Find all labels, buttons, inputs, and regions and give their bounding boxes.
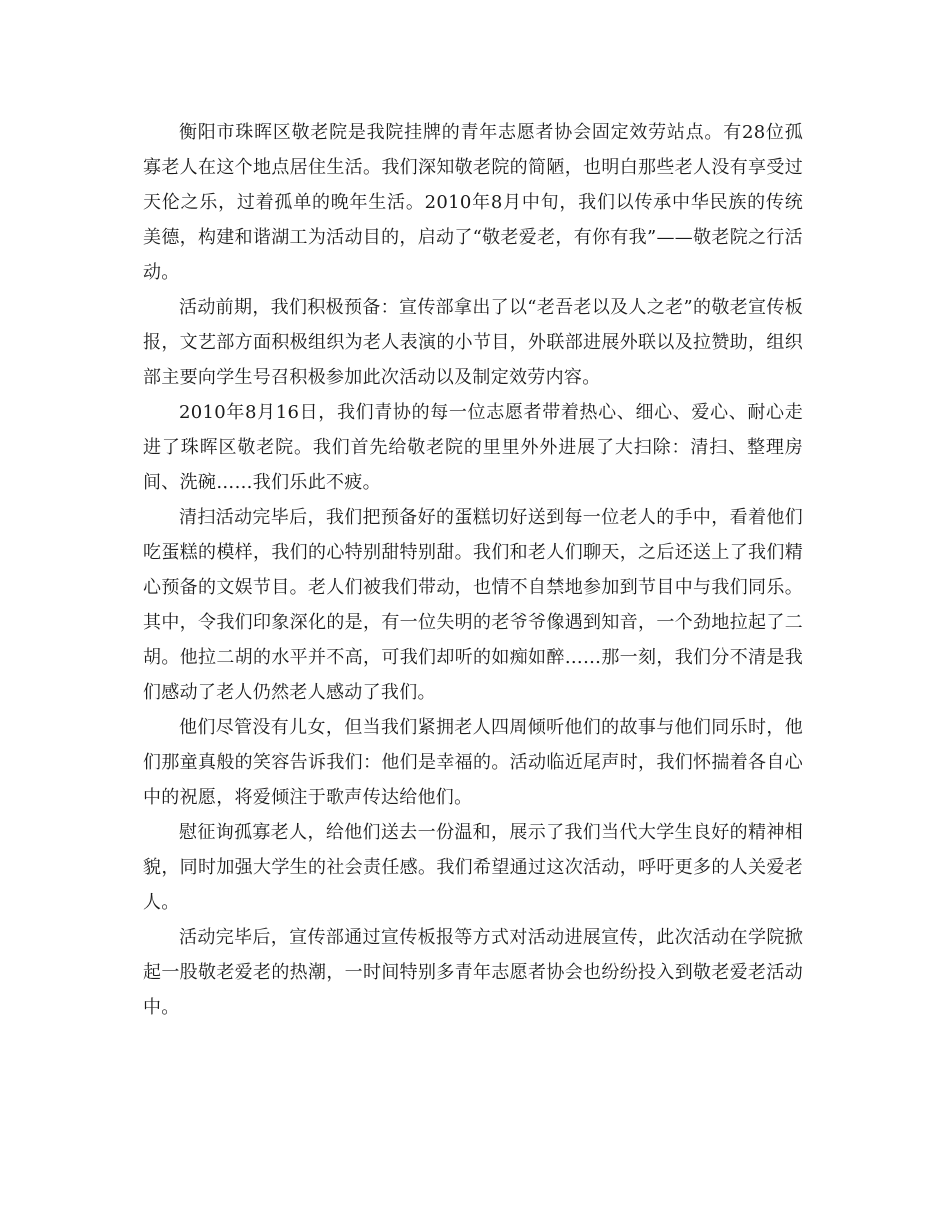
- document-body: [143, 115, 803, 1025]
- paragraph-3: 2010年8月16日，我们青协的每一位志愿者带着热心、细心、爱心、耐心走进了珠晖区敬老院。我们首先给敬老院的里里外外进展了大扫除：清扫、整理房间、洗碗……我们乐此不疲。: [143, 402, 803, 493]
- paragraph-1: 衡阳市珠晖区敬老院是我院挂牌的青年志愿者协会固定效劳站点。有28位孤寡老人在这个地点居住生活。我们深知敬老院的简陋，也明白那些老人没有享受过天伦之乐，过着孤单的晚年生活。2010年8月中旬，我们以传承中华民族的传统美德，构建和谐湖工为活动目的，启动了“敬老爱老，有你有我”——敬老院之行活动。: [143, 122, 803, 283]
- paragraph-7: 活动完毕后，宣传部通过宣传板报等方式对活动进展宣传，此次活动在学院掀起一股敬老爱老的热潮，一时间特别多青年志愿者协会也纷纷投入到敬老爱老活动中。: [143, 927, 803, 1018]
- paragraph-2: 活动前期，我们积极预备：宣传部拿出了以“老吾老以及人之老”的敬老宣传板报，文艺部方面积极组织为老人表演的小节目，外联部进展外联以及拉赞助，组织部主要向学生号召积极参加此次活动以及制定效劳内容。: [143, 297, 803, 388]
- paragraph-4: 清扫活动完毕后，我们把预备好的蛋糕切好送到每一位老人的手中，看着他们吃蛋糕的模样，我们的心特别甜特别甜。我们和老人们聊天，之后还送上了我们精心预备的文娱节目。老人们被我们带动，也情不自禁地参加到节目中与我们同乐。其中，令我们印象深化的是，有一位失明的老爷爷像遇到知音，一个劲地拉起了二胡。他拉二胡的水平并不高，可我们却听的如痴如醉……那一刻，我们分不清是我们感动了老人仍然老人感动了我们。: [143, 507, 803, 703]
- paragraph-6: 慰征询孤寡老人，给他们送去一份温和，展示了我们当代大学生良好的精神相貌，同时加强大学生的社会责任感。我们希望通过这次活动，呼吁更多的人关爱老人。: [143, 822, 803, 913]
- paragraph-5: 他们尽管没有儿女，但当我们紧拥老人四周倾听他们的故事与他们同乐时，他们那童真般的笑容告诉我们：他们是幸福的。活动临近尾声时，我们怀揣着各自心中的祝愿，将爱倾注于歌声传达给他们。: [143, 717, 803, 808]
